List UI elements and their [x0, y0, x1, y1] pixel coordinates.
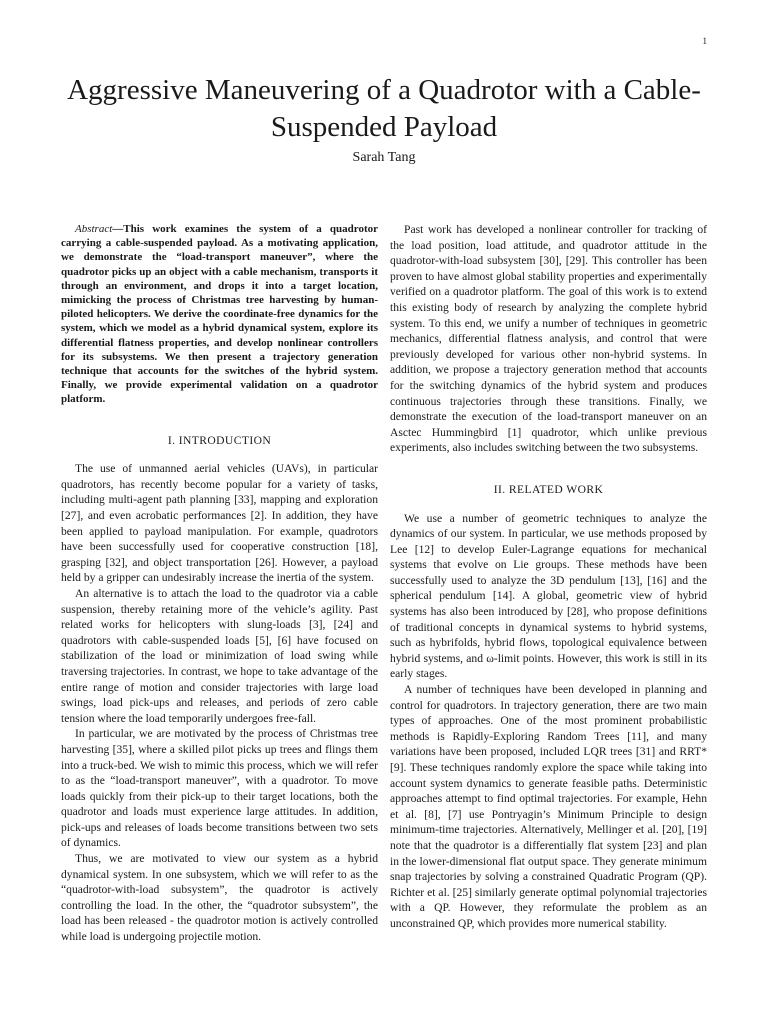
page-number: 1: [702, 36, 707, 46]
abstract-lead: Abstract: [75, 223, 113, 235]
paper-title: Aggressive Maneuvering of a Quadrotor with a Cable-Suspended Payload: [67, 74, 701, 143]
section-title: INTRODUCTION: [178, 433, 272, 447]
section-heading-related-work: [390, 482, 707, 498]
section-title: RELATED WORK: [508, 482, 604, 496]
related-paragraph: We use a number of geometric techniques to analyze the dynamics of our system. In particular, we use methods proposed by Lee [12] to develop Euler-Lagrange equations for mechanical systems that evolve on Lie groups. These methods have been successfully used to analyze the 3D pendulum [13], [16] and the spherical pendulum [14]. A global, geometric view of hybrid systems has also been introduced by [28], who propose definitions of traditional concepts in dynamical systems to hybrid systems, such as hybrifolds, hybrid flows, topological equivalence between hybrid systems, and ω-limit points. However, this work is still in its early stages.: [390, 511, 707, 681]
related-paragraph: A number of techniques have been developed in planning and control for quadrotors. In trajectory generation, there are two main types of approaches. One of the most prominent probabilistic methods is Rapidly-Exploring Random Trees [11], and many variations have been proposed, included LQR trees [31] and RRT* [9]. These techniques randomly explore the space while taking into account system dynamics to generate feasible paths. Deterministic approaches attempt to find optimal trajectories. For example, Hehn et al. [8], [7] use Pontryagin’s Minimum Principle to design minimum-time trajectories. Alternatively, Mellinger et al. [20], [19] note that the quadrotor is a differentially flat system [23] and plan in the lower-dimensional flat output space. They generate minimum snap trajectories by solving a constrained Quadratic Program (QP). Richter et al. [25] similarly generate optimal polynomial trajectories with a QP. However, they reformulate the problem as an unconstrained QP, which provides more numerical stability.: [390, 683, 707, 930]
intro-paragraph: In particular, we are motivated by the process of Christmas tree harvesting [35], where a skilled pilot picks up trees and flings them into a truck-bed. We wish to mimic this process, which we will refer to as the “load-transport maneuver”, with a quadrotor. To move loads quickly from their pick-up to their target locations, both the quadrotor and loads must experience large attitudes. In addition, pick-ups and releases of loads become transitions between two sets of dynamics.: [61, 727, 378, 850]
intro-paragraph: Thus, we are motivated to view our system as a hybrid dynamical system. In one subsystem, which we will refer to as the “quadrotor-with-load subsystem”, the quadrotor is actively controlling the load. In the other, the “quadrotor subsystem”, the load has been released - the quadrotor motion is actively controlled while load is undergoing projectile motion.: [61, 852, 378, 944]
intro-paragraph: An alternative is to attach the load to the quadrotor via a cable suspension, thereby retaining more of the vehicle’s agility. Past related works for helicopters with slung-loads [3], [24] and quadrotors with cable-suspended loads [5], [6] have focused on stabilization of the load or minimization of load swing while traversing trajectories. In contrast, we hope to take advantage of the entire range of motion and consider trajectories with large load swings, load pick-ups and releases, and periods of zero cable tension where the load temporarily undergoes free-fall.: [61, 586, 378, 725]
intro-paragraph: The use of unmanned aerial vehicles (UAVs), in particular quadrotors, has recently become popular for a variety of tasks, including multi-agent path planning [33], mapping and exploration [27], and even acrobatic performances [2]. In addition, they have been applied to payload manipulation. For example, quadrotors have been successfully used for cooperative construction [18], grasping [32], and object transportation [26]. However, a payload held by a gripper can undesirably increase the inertia of the system.: [61, 462, 378, 585]
right-column: [390, 222, 707, 932]
left-column: [61, 222, 378, 945]
intro-paragraph: Past work has developed a nonlinear controller for tracking of the load position, load attitude, and quadrotor attitude in the quadrotor-with-load subsystem [30], [29]. This controller has been proven to have almost global stability properties and experimentally verified on a quadrotor platform. The goal of this work is to extend this existing body of research by analyzing the complete hybrid system. To this end, we unify a number of techniques in geometric mechanics, differential flatness analysis, and control that were previously developed for various other non-hybrid systems. In addition, we propose a trajectory generation method that accounts for the switching dynamics of the hybrid system and produces continuous trajectories through these transitions. Finally, we demonstrate the execution of the load-transport maneuver on an Asctec Hummingbird [1] quadrotor, which unlike previous experiments, also includes switching between the two subsystems.: [390, 223, 707, 455]
section-number: II.: [493, 482, 506, 496]
abstract-text: —This work examines the system of a quadrotor carrying a cable-suspended payload. As a motivating application, we demonstrate the “load-transport maneuver”, where the quadrotor picks up an object with a cable mechanism, transports it through an environment, and drops it into a target location, mimicking the process of Christmas tree harvesting by human-piloted helicopters. We derive the coordinate-free dynamics for the system, which we model as a hybrid dynamical system, explore its differential flatness properties, and develop nonlinear controllers for its subsystems. We then present a trajectory generation technique that accounts for the switches of the hybrid system. Finally, we provide experimental validation on a quadrotor platform.: [61, 223, 378, 406]
author-name: Sarah Tang: [352, 150, 416, 165]
abstract: [61, 222, 378, 407]
section-number: I.: [167, 433, 176, 447]
section-heading-introduction: [61, 433, 378, 449]
